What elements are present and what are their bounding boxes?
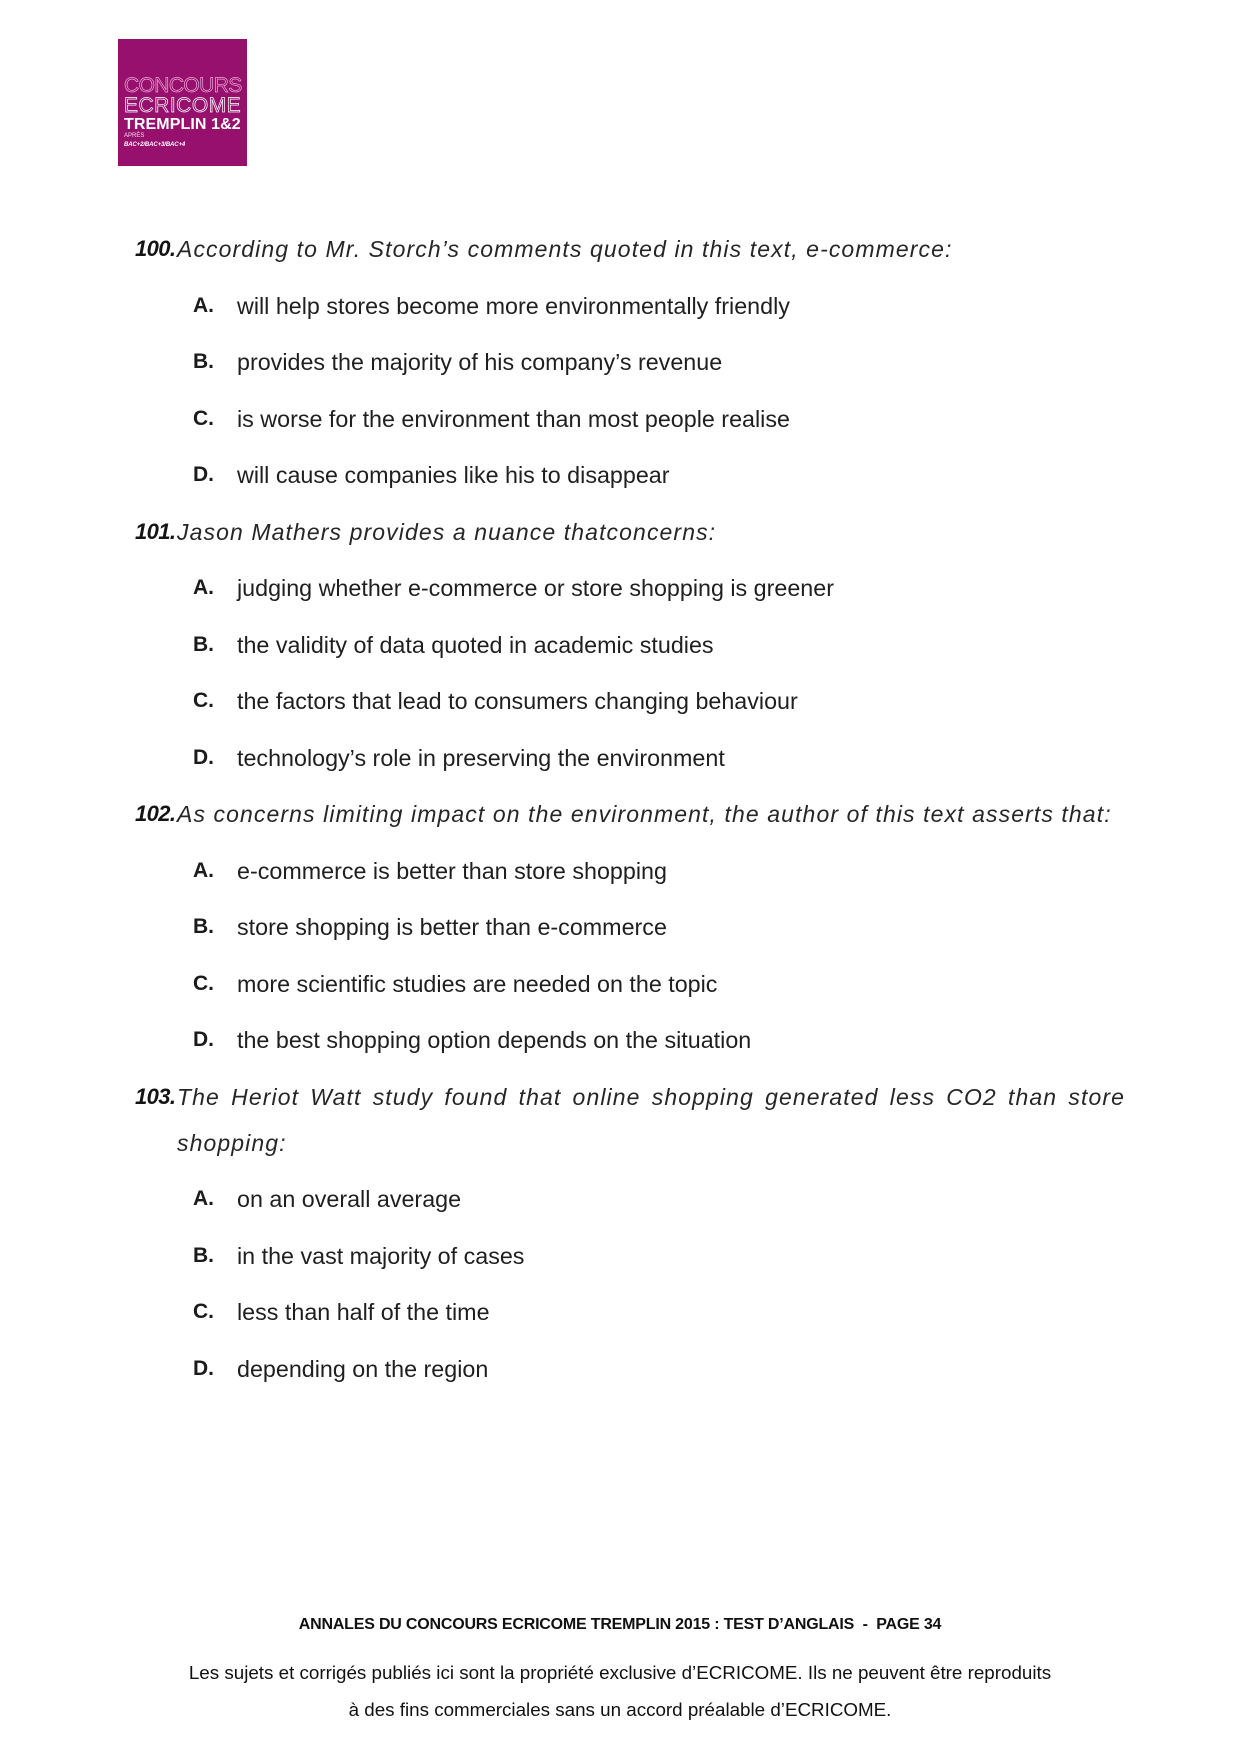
question-number: 102. — [135, 801, 176, 826]
option-text: the factors that lead to consumers changing behaviour — [237, 688, 798, 714]
option-text: provides the majority of his company’s revenue — [237, 349, 723, 375]
option-letter: C. — [193, 1300, 214, 1323]
option-text: depending on the region — [237, 1355, 489, 1382]
option-letter: C. — [193, 406, 214, 430]
question-number: 103. — [135, 1083, 176, 1109]
question-text: The Heriot Watt study found that online shopping generated less CO2 than store shopping: — [177, 1083, 1125, 1156]
answer-option — [0, 1341, 1240, 1398]
option-letter: D. — [193, 1356, 214, 1380]
question-text: As concerns limiting impact on the environment, the author of this text asserts that: — [177, 801, 1112, 827]
option-letter: B. — [193, 1243, 214, 1267]
answer-option — [0, 843, 1240, 900]
answer-option — [0, 560, 1240, 617]
footer-copyright-notice: Les sujets et corrigés publiés ici sont la propriété exclusive d’ECRICOME. Ils ne peuvent être reproduits — [188, 1662, 1052, 1683]
answer-option — [0, 447, 1240, 504]
option-text: the best shopping option depends on the situation — [237, 1027, 752, 1053]
option-letter: B. — [193, 350, 214, 373]
option-text: judging whether e-commerce or store shopping is greener — [237, 575, 834, 601]
option-letter: C. — [193, 971, 214, 995]
logo-text-tremplin: TREMPLIN 1&2 — [124, 116, 241, 133]
answer-option — [0, 617, 1240, 674]
footer-copyright-notice-continued: à des fins commerciales sans un accord préalable d’ECRICOME. — [348, 1699, 892, 1720]
option-letter: A. — [193, 576, 214, 599]
question-number: 101. — [135, 518, 176, 544]
logo — [118, 39, 247, 166]
answer-option — [0, 334, 1240, 391]
logo-text-apres: APRÈS — [124, 133, 145, 139]
option-letter: B. — [193, 632, 214, 656]
option-text: will cause companies like his to disappear — [237, 462, 670, 488]
option-letter: D. — [193, 1028, 214, 1051]
option-letter: B. — [193, 915, 214, 938]
option-text: store shopping is better than e-commerce — [237, 914, 667, 940]
answer-option — [0, 899, 1240, 956]
answer-option — [0, 730, 1240, 787]
question-text: According to Mr. Storch’s comments quoted in this text, e-commerce: — [177, 236, 953, 262]
option-text: less than half of the time — [237, 1299, 490, 1325]
question-stem — [0, 786, 1240, 843]
logo-text-bac-levels: BAC+2/BAC+3/BAC+4 — [124, 141, 186, 148]
answer-option — [0, 673, 1240, 730]
answer-option — [0, 956, 1240, 1013]
question-stem — [0, 1069, 1240, 1172]
option-text: is worse for the environment than most people realise — [237, 405, 790, 432]
logo-text-ecricome: ECRICOME — [124, 94, 242, 117]
option-letter: A. — [193, 858, 214, 882]
question-stem — [0, 504, 1240, 561]
option-text: technology’s role in preserving the environment — [237, 744, 725, 771]
option-letter: D. — [193, 463, 214, 486]
question-text: Jason Mathers provides a nuance thatconcerns: — [177, 518, 717, 545]
answer-option — [0, 1228, 1240, 1285]
logo-text-concours: CONCOURS — [124, 74, 242, 97]
option-text: more scientific studies are needed on the topic — [237, 970, 718, 997]
option-text: in the vast majority of cases — [237, 1242, 525, 1269]
question-stem — [0, 221, 1240, 278]
question-number: 100. — [135, 236, 176, 261]
answer-option — [0, 391, 1240, 448]
answer-option — [0, 1284, 1240, 1341]
option-letter: A. — [193, 1187, 214, 1210]
option-text: on an overall average — [237, 1186, 462, 1212]
answer-option — [0, 1012, 1240, 1069]
question-list — [0, 221, 1240, 1397]
option-text: will help stores become more environmentally friendly — [237, 292, 790, 319]
footer-title: ANNALES DU CONCOURS ECRICOME TREMPLIN 2015 : TEST D’ANGLAIS - PAGE 34 — [298, 1616, 942, 1633]
option-letter: D. — [193, 745, 214, 769]
answer-option — [0, 278, 1240, 335]
option-letter: C. — [193, 689, 214, 712]
answer-option — [0, 1171, 1240, 1228]
option-text: the validity of data quoted in academic studies — [237, 631, 714, 658]
option-letter: A. — [193, 293, 214, 317]
option-text: e-commerce is better than store shopping — [237, 857, 667, 884]
